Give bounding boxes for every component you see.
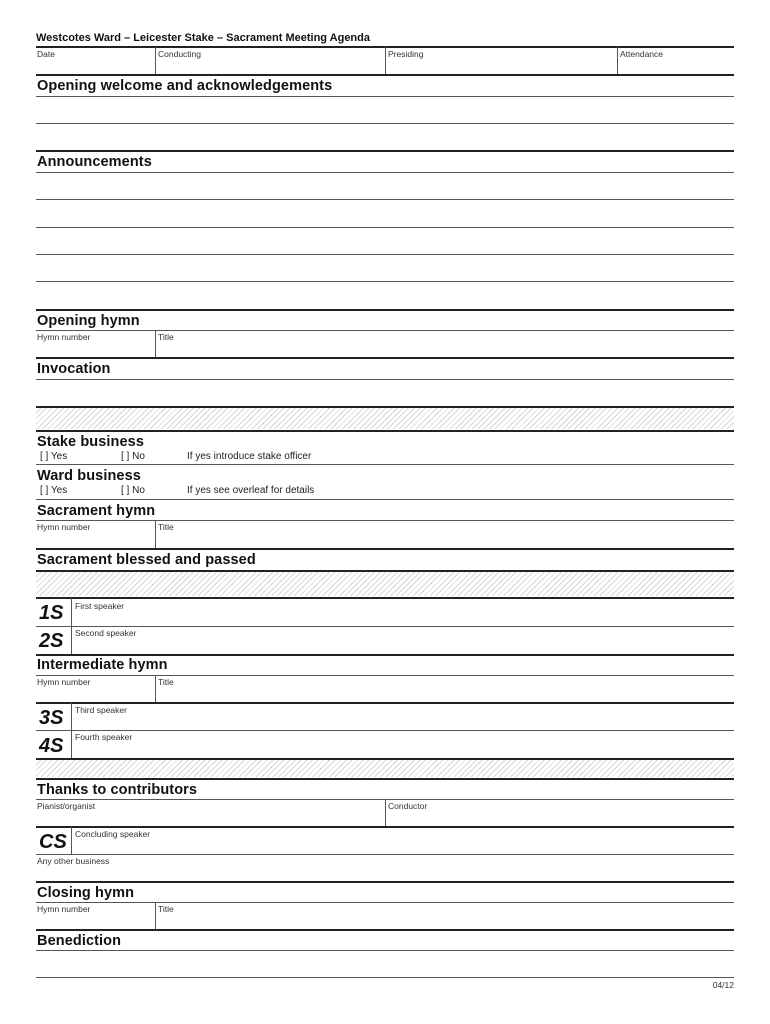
divider — [36, 150, 734, 152]
divider — [36, 702, 734, 704]
hymn-number-label: Hymn number — [37, 904, 91, 914]
writing-line — [36, 96, 734, 97]
first-speaker-label: First speaker — [75, 601, 125, 611]
invocation-heading: Invocation — [37, 361, 111, 377]
divider — [36, 654, 734, 656]
divider — [385, 47, 386, 74]
writing-line — [36, 254, 734, 255]
divider — [36, 902, 734, 903]
opening-welcome-heading: Opening welcome and acknowledgements — [37, 78, 333, 94]
agenda-form — [36, 0, 734, 1024]
divider — [155, 331, 156, 357]
writing-line — [36, 199, 734, 200]
stake-no-checkbox[interactable]: [ ] No — [121, 451, 145, 462]
third-speaker-label: Third speaker — [75, 705, 127, 715]
writing-line — [36, 950, 734, 951]
intermediate-hymn-heading: Intermediate hymn — [37, 657, 168, 673]
divider — [36, 929, 734, 931]
presiding-field-label: Presiding — [388, 49, 424, 59]
divider — [155, 521, 156, 548]
divider — [36, 430, 734, 432]
divider — [36, 826, 734, 828]
pianist-label: Pianist/organist — [37, 801, 96, 811]
writing-line — [36, 172, 734, 173]
shaded-area — [36, 408, 734, 429]
stake-business-note: If yes introduce stake officer — [187, 451, 312, 462]
divider — [36, 464, 734, 465]
writing-line — [36, 123, 734, 124]
stake-yes-checkbox[interactable]: [ ] Yes — [40, 451, 68, 462]
sacrament-passed-heading: Sacrament blessed and passed — [37, 552, 256, 568]
divider — [36, 309, 734, 311]
hymn-title-label: Title — [158, 677, 174, 687]
writing-line — [36, 227, 734, 228]
hymn-number-label: Hymn number — [37, 522, 91, 532]
ward-yes-checkbox[interactable]: [ ] Yes — [40, 485, 68, 496]
divider — [36, 357, 734, 359]
hymn-number-label: Hymn number — [37, 677, 91, 687]
divider — [385, 800, 386, 826]
benediction-heading: Benediction — [37, 933, 122, 949]
ward-no-checkbox[interactable]: [ ] No — [121, 485, 145, 496]
divider — [36, 675, 734, 676]
divider — [36, 520, 734, 521]
first-speaker-code: 1S — [39, 602, 64, 624]
other-business-label: Any other business — [37, 856, 110, 866]
divider — [36, 854, 734, 855]
hymn-number-label: Hymn number — [37, 332, 91, 342]
divider — [155, 676, 156, 702]
divider — [36, 548, 734, 550]
ward-business-heading: Ward business — [37, 468, 141, 484]
conducting-field-label: Conducting — [158, 49, 202, 59]
third-speaker-code: 3S — [39, 707, 64, 729]
ward-business-note: If yes see overleaf for details — [187, 485, 315, 496]
hymn-title-label: Title — [158, 522, 174, 532]
concluding-speaker-label: Concluding speaker — [75, 829, 151, 839]
divider — [36, 881, 734, 883]
footer-line — [36, 977, 734, 978]
hymn-title-label: Title — [158, 904, 174, 914]
divider — [36, 499, 734, 500]
second-speaker-label: Second speaker — [75, 628, 137, 638]
divider — [36, 730, 734, 731]
divider — [617, 47, 618, 74]
divider — [155, 903, 156, 929]
conductor-label: Conductor — [388, 801, 428, 811]
divider — [36, 626, 734, 627]
concluding-speaker-code: CS — [39, 831, 67, 853]
closing-hymn-heading: Closing hymn — [37, 885, 135, 901]
fourth-speaker-code: 4S — [39, 735, 64, 757]
stake-business-heading: Stake business — [37, 434, 144, 450]
shaded-area — [36, 760, 734, 777]
shaded-area — [36, 572, 734, 596]
sacrament-hymn-heading: Sacrament hymn — [37, 503, 156, 519]
divider — [36, 778, 734, 780]
announcements-heading: Announcements — [37, 154, 152, 170]
opening-hymn-heading: Opening hymn — [37, 313, 140, 329]
second-speaker-code: 2S — [39, 630, 64, 652]
form-title: Westcotes Ward – Leicester Stake – Sacrament Meeting Agenda — [36, 32, 370, 44]
divider — [155, 47, 156, 74]
hymn-title-label: Title — [158, 332, 174, 342]
form-version: 04/12 — [712, 980, 734, 990]
divider — [71, 827, 72, 854]
date-field-label: Date — [37, 49, 55, 59]
attendance-field-label: Attendance — [620, 49, 664, 59]
writing-line — [36, 281, 734, 282]
divider — [36, 330, 734, 331]
divider — [36, 597, 734, 599]
divider — [36, 74, 734, 76]
fourth-speaker-label: Fourth speaker — [75, 732, 133, 742]
writing-line — [36, 379, 734, 380]
thanks-heading: Thanks to contributors — [37, 782, 198, 798]
